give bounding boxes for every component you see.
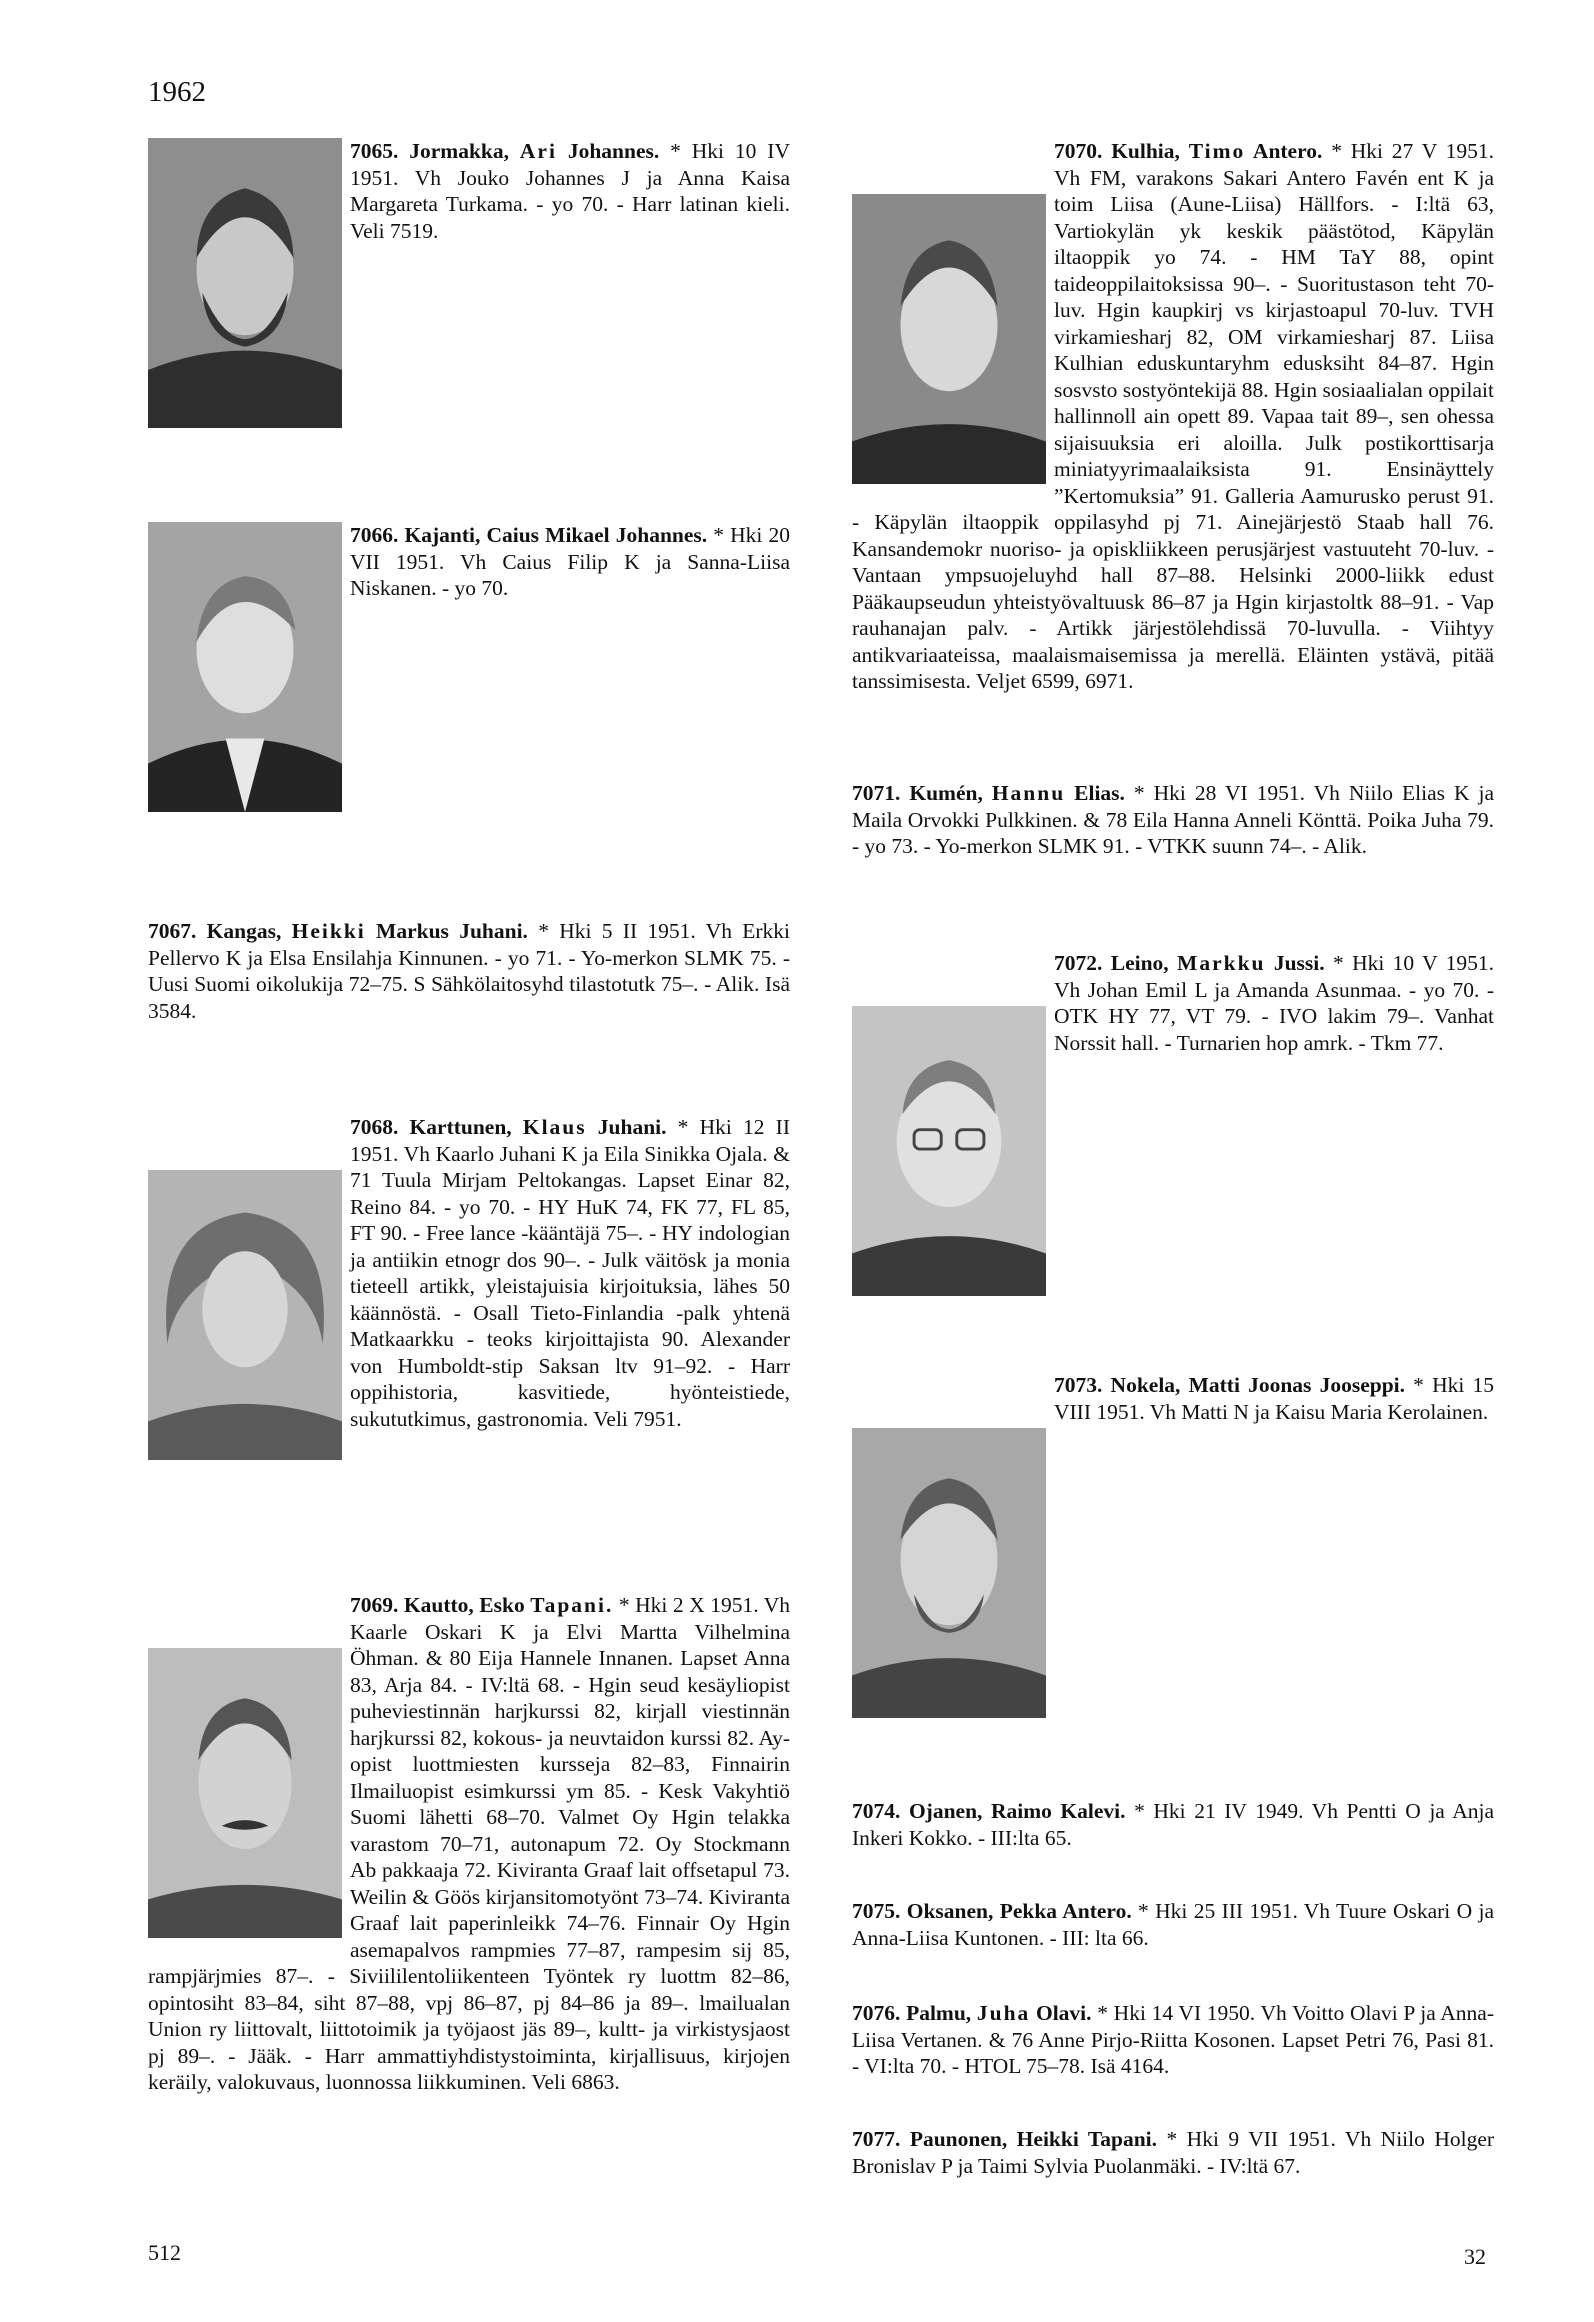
entry-num: 7068. [350, 1115, 399, 1139]
entry-text: * Hki 28 VI 1951. Vh Niilo Elias K ja Maila Orvokki Pulkkinen. & 78 Eila Hanna Anneli Könttä. Poika Juha 79. - yo 73. - Yo-merkon SLMK 91. - VTKK suunn 74–. - Alik. [852, 781, 1495, 858]
entry-7072 [852, 950, 1494, 1300]
entry-name-spaced: Ari [519, 139, 557, 163]
entry-text: * Hki 10 IV 1951. Vh Jouko Johannes J ja Anna Kaisa Margareta Turkama. - yo 70. - Harr latinan kieli. Veli 7519. [350, 139, 790, 243]
entry-name-spaced: Timo [1188, 139, 1246, 163]
entry-num: 7074. [852, 1799, 901, 1823]
entry-num: 7075. [852, 1899, 901, 1923]
entry-name-spaced: Hannu [991, 781, 1066, 805]
page-number-right: 32 [1464, 2244, 1486, 2269]
entry-text: * Hki 12 II 1951. Vh Kaarlo Juhani K ja Eila Sinikka Ojala. & 71 Tuula Mirjam Peltokangas. Lapset Einar 82, Reino 84. - yo 70. - HY HuK 74, FK 77, FL 85, FT 90. - Free lance -kääntäjä 75–. - HY indologian ja antiikin etnogr dos 90–. - Julk väitösk ja monia tieteell artikk, yleistajuisia kirjoituksia, lähes 50 käännöstä. - Osall Tieto-Finlandia -palk yhtenä Matkaarkku - teoks kirjoittajista 90. Alexander von Humboldt-stip Saksan ltv 91–92. - Harr oppihistoria, kasvitiede, hyönteistiede, sukututkimus, gastronomia. Veli 7951. [350, 1115, 790, 1431]
entry-7073 [852, 1372, 1494, 1722]
entry-text: * Hki 14 VI 1950. Vh Voitto Olavi P ja Anna-Liisa Vertanen. & 76 Anne Pirjo-Riitta Kosonen. Lapset Petri 76, Pasi 81. - VI:lta 70. - HTOL 75–78. Isä 4164. [852, 2001, 1495, 2078]
entry-name: Leino, [1110, 951, 1178, 975]
entry-7071 [852, 780, 1494, 860]
entry-name-spaced: Klaus [522, 1115, 587, 1139]
page-number-left: 512 [148, 2240, 181, 2265]
portrait-photo-7073 [852, 1428, 1046, 1718]
entry-name: Kulhia, [1111, 139, 1189, 163]
entry-7069 [148, 1592, 790, 2096]
entry-7065 [148, 138, 790, 432]
portrait-photo-7070 [852, 194, 1046, 484]
entry-7067 [148, 918, 790, 1024]
entry-name: Paunonen, Heikki Tapani. [909, 2127, 1158, 2151]
portrait-photo-7069 [148, 1648, 342, 1938]
entry-name: Jormakka, [409, 139, 520, 163]
entry-name-rest: Olavi. [1030, 2001, 1092, 2025]
entry-7066 [148, 522, 790, 816]
entry-text: * Hki 20 VII 1951. Vh Caius Filip K ja Sanna-Liisa Niskanen. - yo 70. [350, 523, 791, 600]
entry-text: * Hki 10 V 1951. Vh Johan Emil L ja Amanda Asunmaa. - yo 70. - OTK HY 77, VT 79. - IVO lakim 79–. Vanhat Norssit hall. - Turnarien hop amrk. - Tkm 77. [1054, 951, 1495, 1055]
entry-num: 7071. [852, 781, 901, 805]
entry-name: Oksanen, Pekka Antero. [906, 1899, 1132, 1923]
entry-name: Palmu, [906, 2001, 977, 2025]
portrait-photo-7068 [148, 1170, 342, 1460]
entry-text: * Hki 5 II 1951. Vh Erkki Pellervo K ja Elsa Ensilahja Kinnunen. - yo 71. - Yo-merkon SLMK 75. - Uusi Suomi oikolukija 72–75. S Sähkölaitosyhd tilastotutk 75–. - Alik. Isä 3584. [148, 919, 790, 1023]
entry-num: 7072. [1054, 951, 1103, 975]
entry-num: 7077. [852, 2127, 901, 2151]
entry-name-rest: Elias. [1065, 781, 1125, 805]
entry-text: * Hki 27 V 1951. Vh FM, varakons Sakari Antero Favén ent K ja toim Liisa (Aune-Liisa) Hällfors. - I:ltä 63, Vartiokylän yk keskik päästötod, Käpylän iltaoppik yo 74. - HM TaY 88, opint taideoppilaitoksissa 90–. - Suoritustason teht 70-luv. Hgin kaupkirj vs kirjastoapul 70-luv. TVH virkamiesharj 82, OM virkamiesharj 87. Liisa Kulhian eduskuntaryhm edusksiht 84–87. Hgin sosvsto sostyöntekijä 88. Hgin sosiaalialan oppilait hallinnoll ain opett 89. Vapaa tait 89–, sen ohessa sijaisuuksia eri aloilla. Julk postikorttisarja miniatyyrimaalaiksista 91. Ensinäyttely ”Kertomuksia” 91. Galleria Aamurusko perust 91. - Käpylän iltaoppik oppilasyhd pj 71. Ainejärjestö Staab hall 76. Kansandemokr nuoriso- ja opiskliikkeen perusjärjest vastuuteht 70-luv. - Vantaan ympsuojeluyhd hall 87–88. Helsinki 2000-liikk edust Pääkaupseudun yhteistyövaltuusk 86–87 ja Hgin kirjastoltk 88–91. - Vap rauhanajan palv. - Artikk järjestölehdissä 70-luvulla. - Viihtyy antikvariaateissa, maalaismaisemissa ja merellä. Eläinten ystävä, pitää tanssimisesta. Veljet 6599, 6971. [852, 139, 1495, 693]
entry-num: 7066. [350, 523, 399, 547]
portrait-photo-7072 [852, 1006, 1046, 1296]
entry-text: * Hki 2 X 1951. Vh Kaarle Oskari K ja Elvi Martta Vilhelmina Öhman. & 80 Eija Hannele Innanen. Lapset Anna 83, Arja 84. - IV:ltä 68. - Hgin seud kesäyliopist puheviestinnän harjkurssi 82, kirjall viestinnän harjkurssi 82, kokous- ja neuvtaidon kurssi 82. Ay-opist luottmiesten kursseja 82–83, Finnairin Ilmailuopist esimkurssi ym 85. - Kesk Vakyhtiö Suomi lähetti 68–70. Valmet Oy Hgin telakka varastom 70–71, autonapum 72. Oy Stockmann Ab pakkaaja 72. Kiviranta Graaf lait offsetapul 73. Weilin & Göös kirjansitomotyönt 73–74. Kiviranta Graaf lait paperinleikk 74–76. Finnair Oy Hgin asemapalvos rampmies 77–87, rampesim sij 85, rampjärjmies 87–. - Siviililentoliikenteen Työntek ry luottm 82–86, opintosiht 83–84, siht 87–88, vpj 86–87, pj 84–86 ja 89–. lmailualan Union ry liittovalt, liittotoimik ja työjaost jäs 89–, kultt- ja virkistysjaost pj 89–. - Jääk. - Harr ammattiyhdistystoiminta, kirjallisuus, kirjojen keräily, valokuvaus, luonnossa liikkuminen. Veli 6863. [148, 1593, 790, 2094]
entry-name-spaced: Markku [1177, 951, 1266, 975]
entry-name: Karttunen, [409, 1115, 523, 1139]
entry-name-spaced: Tapani. [530, 1593, 614, 1617]
entry-num: 7073. [1054, 1373, 1103, 1397]
entry-name: Kumén, [909, 781, 992, 805]
entry-name-spaced: Juha [976, 2001, 1031, 2025]
entry-name-rest: Antero. [1245, 139, 1323, 163]
entry-num: 7069. [350, 1593, 399, 1617]
entry-num: 7067. [148, 919, 197, 943]
entry-num: 7076. [852, 2001, 901, 2025]
entry-name: Ojanen, Raimo Kalevi. [908, 1799, 1126, 1823]
portrait-photo-7065 [148, 138, 342, 428]
entry-name: Kautto, Esko [403, 1593, 531, 1617]
entry-name-rest: Markus Juhani. [365, 919, 528, 943]
entry-text: * Hki 25 III 1951. Vh Tuure Oskari O ja Anna-Liisa Kuntonen. - III: lta 66. [852, 1899, 1495, 1950]
entry-name-rest: Jussi. [1265, 951, 1325, 975]
entry-7075 [852, 1898, 1494, 1951]
entry-text: * Hki 21 IV 1949. Vh Pentti O ja Anja Inkeri Kokko. - III:lta 65. [852, 1799, 1495, 1850]
entry-num: 7070. [1054, 139, 1103, 163]
year-header: 1962 [148, 76, 206, 108]
entry-text: * Hki 15 VIII 1951. Vh Matti N ja Kaisu Maria Kerolainen. [1054, 1373, 1494, 1424]
entry-7068 [148, 1114, 790, 1464]
entry-text: * Hki 9 VII 1951. Vh Niilo Holger Bronislav P ja Taimi Sylvia Puolanmäki. - IV:ltä 67. [852, 2127, 1495, 2178]
entry-name-rest: Johannes. [556, 139, 660, 163]
entry-num: 7065. [350, 139, 399, 163]
entry-name: Kangas, [206, 919, 292, 943]
entry-name: Kajanti, Caius Mikael Johannes. [404, 523, 708, 547]
entry-7077 [852, 2126, 1494, 2179]
entry-7076 [852, 2000, 1494, 2080]
entry-7070 [852, 138, 1494, 695]
entry-name: Nokela, Matti Joonas Jooseppi. [1110, 1373, 1405, 1397]
portrait-photo-7066 [148, 522, 342, 812]
entry-name-rest: Juhani. [586, 1115, 667, 1139]
entry-name-spaced: Heikki [291, 919, 366, 943]
entry-7074 [852, 1798, 1494, 1851]
